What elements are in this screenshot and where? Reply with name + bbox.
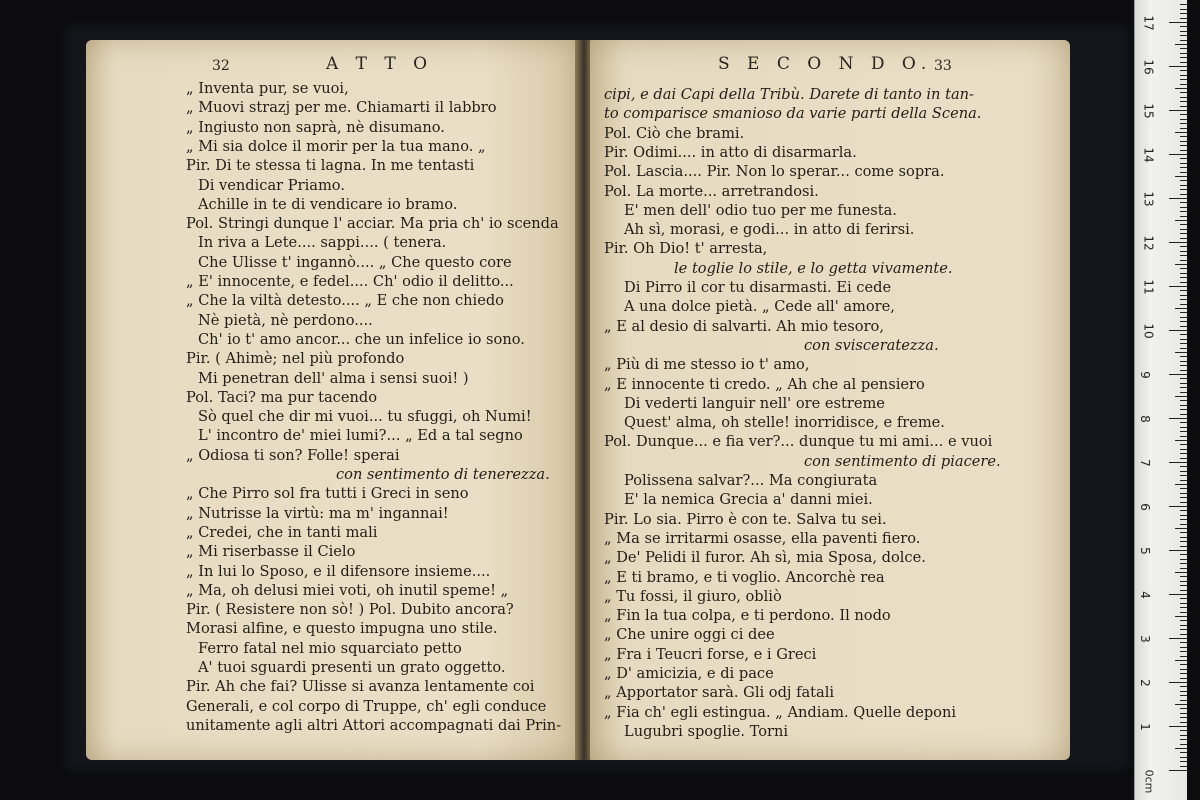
ruler-tick: [1169, 22, 1187, 23]
ruler-number: 2: [1137, 679, 1152, 687]
ruler-tick: [1169, 286, 1187, 287]
ruler-tick: [1180, 317, 1187, 318]
ruler-tick: [1180, 651, 1187, 652]
ruler-tick: [1169, 110, 1187, 111]
ruler-tick: [1180, 75, 1187, 76]
ruler-tick: [1180, 119, 1187, 120]
ruler-tick: [1175, 396, 1187, 397]
ruler-tick: [1180, 422, 1187, 423]
left-text-line: Ferro fatal nel mio squarciato petto: [198, 639, 462, 657]
right-text-line: E' la nemica Grecia a' danni miei.: [624, 491, 873, 509]
ruler-tick: [1180, 216, 1187, 217]
ruler-tick: [1180, 238, 1187, 239]
left-page-header: A T T O: [326, 54, 434, 74]
ruler-tick: [1180, 172, 1187, 173]
ruler-tick: [1169, 462, 1187, 463]
ruler-tick: [1169, 682, 1187, 683]
ruler-number: 13: [1141, 191, 1156, 207]
right-text-line: „ E innocente ti credo. „ Ah che al pensiero: [604, 375, 925, 393]
ruler-tick: [1180, 717, 1187, 718]
ruler-tick: [1180, 458, 1187, 459]
ruler-number: 4: [1137, 591, 1152, 599]
ruler-tick: [1180, 167, 1187, 168]
right-text-line: Di vederti languir nell' ore estreme: [624, 394, 885, 412]
right-text-line: „ Fia ch' egli estingua. „ Andiam. Quelle deponi: [604, 703, 957, 721]
ruler-tick: [1180, 57, 1187, 58]
ruler-tick: [1180, 123, 1187, 124]
ruler-tick: [1180, 290, 1187, 291]
ruler-tick: [1180, 678, 1187, 679]
ruler-tick: [1180, 84, 1187, 85]
ruler-tick: [1169, 198, 1187, 199]
right-text-line: to comparisce smanioso da varie parti della Scena.: [604, 105, 982, 123]
left-text-line: Di vendicar Priamo.: [198, 176, 345, 194]
left-text-line: Che Ulisse t' ingannò.... „ Che questo core: [198, 253, 512, 271]
ruler-tick: [1180, 180, 1187, 181]
ruler-number: 17: [1141, 15, 1156, 31]
ruler-number: 7: [1137, 459, 1152, 467]
left-text-line: „ Inventa pur, se vuoi,: [186, 80, 349, 97]
ruler-tick: [1180, 277, 1187, 278]
ruler-tick: [1180, 581, 1187, 582]
left-text-line: con sentimento di tenerezza.: [336, 466, 550, 483]
ruler-tick: [1180, 70, 1187, 71]
ruler-tick: [1180, 150, 1187, 151]
ruler-tick: [1180, 427, 1187, 428]
ruler-tick: [1180, 612, 1187, 613]
ruler-unit: 0cm: [1142, 769, 1156, 794]
ruler-tick: [1180, 233, 1187, 234]
ruler-tick: [1180, 400, 1187, 401]
ruler-tick: [1180, 194, 1187, 195]
ruler-number: 12: [1141, 235, 1156, 251]
right-page-header: S E C O N D O.: [718, 54, 933, 74]
ruler-tick: [1180, 145, 1187, 146]
ruler-tick: [1180, 9, 1187, 10]
ruler-tick: [1180, 629, 1187, 630]
left-text-line: „ Ma, oh delusi miei voti, oh inutil speme! „: [186, 581, 509, 599]
ruler-tick: [1180, 229, 1187, 230]
ruler-tick: [1180, 365, 1187, 366]
right-text-line: Di Pirro il cor tu disarmasti. Ei cede: [624, 279, 892, 296]
left-text-line: Mi penetran dell' alma i sensi suoi! ): [198, 369, 469, 387]
ruler-tick: [1180, 554, 1187, 555]
right-text-line: Pir. Lo sia. Pirro è con te. Salva tu sei.: [604, 510, 887, 528]
right-text-line: le toglie lo stile, e lo getta vivamente.: [674, 259, 953, 277]
right-text-line: „ E al desio di salvarti. Ah mio tesoro,: [604, 317, 884, 335]
ruler-tick: [1180, 695, 1187, 696]
ruler-tick: [1175, 440, 1187, 441]
ruler-tick: [1180, 563, 1187, 564]
ruler-tick: [1180, 647, 1187, 648]
ruler-tick: [1169, 594, 1187, 595]
ruler-tick: [1175, 176, 1187, 177]
ruler-tick: [1180, 312, 1187, 313]
ruler-tick: [1180, 625, 1187, 626]
ruler-tick: [1180, 449, 1187, 450]
right-text-line: „ E ti bramo, e ti voglio. Ancorchè rea: [604, 568, 885, 586]
ruler-tick: [1180, 669, 1187, 670]
right-page: [590, 40, 1070, 760]
ruler-tick: [1175, 660, 1187, 661]
ruler-tick: [1180, 541, 1187, 542]
left-text-line: „ Nutrisse la virtù: ma m' ingannai!: [186, 504, 449, 522]
ruler-tick: [1180, 766, 1187, 767]
left-text-line: Pir. Di te stessa ti lagna. In me tentasti: [186, 157, 475, 175]
ruler-tick: [1180, 502, 1187, 503]
ruler-tick: [1180, 497, 1187, 498]
ruler-tick: [1180, 642, 1187, 643]
ruler-tick: [1180, 656, 1187, 657]
left-text-line: unitamente agli altri Attori accompagnati dai Prin-: [186, 716, 562, 734]
right-text-line: „ Più di me stesso io t' amo,: [604, 356, 810, 374]
ruler-tick: [1169, 66, 1187, 67]
ruler-tick: [1180, 722, 1187, 723]
ruler-tick: [1180, 361, 1187, 362]
right-text-line: „ Fin la tua colpa, e ti perdono. Il nodo: [604, 607, 891, 625]
left-text-line: In riva a Lete.... sappi.... ( tenera.: [198, 234, 447, 252]
ruler-tick: [1175, 308, 1187, 309]
ruler-tick: [1169, 330, 1187, 331]
left-text-line: Pir. Ah che fai? Ulisse si avanza lentamente coi: [186, 678, 535, 696]
ruler-tick: [1180, 519, 1187, 520]
left-text-line: L' incontro de' miei lumi?... „ Ed a tal segno: [198, 427, 523, 445]
ruler-tick: [1180, 260, 1187, 261]
ruler-tick: [1180, 163, 1187, 164]
ruler-tick: [1180, 585, 1187, 586]
ruler-tick: [1180, 607, 1187, 608]
ruler-tick: [1175, 484, 1187, 485]
ruler-number: 16: [1141, 59, 1156, 75]
ruler-tick: [1180, 620, 1187, 621]
ruler-tick: [1180, 224, 1187, 225]
ruler-number: 14: [1141, 147, 1156, 163]
ruler-tick: [1180, 532, 1187, 533]
ruler-tick: [1180, 471, 1187, 472]
ruler-tick: [1180, 79, 1187, 80]
left-text-line: Nè pietà, nè perdono....: [198, 311, 373, 329]
ruler-number: 10: [1141, 323, 1156, 339]
ruler-tick: [1180, 409, 1187, 410]
ruler-tick: [1180, 321, 1187, 322]
ruler-tick: [1180, 761, 1187, 762]
ruler-tick: [1180, 158, 1187, 159]
ruler-tick: [1180, 515, 1187, 516]
ruler-tick: [1169, 374, 1187, 375]
ruler-tick: [1180, 524, 1187, 525]
ruler-tick: [1180, 493, 1187, 494]
left-page: [86, 40, 578, 760]
ruler-tick: [1180, 348, 1187, 349]
ruler-tick: [1180, 559, 1187, 560]
ruler-tick: [1180, 304, 1187, 305]
ruler-tick: [1180, 31, 1187, 32]
ruler-tick: [1180, 13, 1187, 14]
ruler-tick: [1180, 414, 1187, 415]
ruler-tick: [1180, 18, 1187, 19]
right-text-line: „ Che unire oggi ci dee: [604, 626, 775, 644]
left-text-line: Pol. Taci? ma pur tacendo: [186, 388, 378, 406]
ruler-number: 5: [1137, 547, 1152, 555]
ruler-tick: [1180, 392, 1187, 393]
ruler-tick: [1180, 334, 1187, 335]
ruler-tick: [1180, 757, 1187, 758]
ruler-tick: [1169, 154, 1187, 155]
right-text-line: „ D' amicizia, e di pace: [604, 665, 774, 682]
ruler-tick: [1180, 255, 1187, 256]
ruler-tick: [1180, 339, 1187, 340]
ruler-tick: [1180, 246, 1187, 247]
left-text-line: Achille in te di vendicare io bramo.: [198, 195, 458, 213]
ruler-tick: [1180, 370, 1187, 371]
right-text-line: Pol. Ciò che brami.: [604, 124, 745, 142]
ruler-number: 11: [1141, 279, 1156, 295]
ruler-tick: [1180, 739, 1187, 740]
ruler-tick: [1180, 735, 1187, 736]
measuring-ruler: [1134, 0, 1187, 800]
ruler-tick: [1180, 444, 1187, 445]
left-text-line: „ Mi sia dolce il morir per la tua mano. „: [186, 137, 486, 155]
ruler-tick: [1169, 418, 1187, 419]
right-text-line: „ De' Pelidi il furor. Ah sì, mia Sposa, dolce.: [604, 549, 926, 567]
ruler-tick: [1180, 273, 1187, 274]
ruler-tick: [1175, 352, 1187, 353]
ruler-tick: [1180, 387, 1187, 388]
left-text-line: Pir. ( Resistere non sò! ) Pol. Dubito ancora?: [186, 601, 514, 619]
right-text-line: A una dolce pietà. „ Cede all' amore,: [624, 298, 895, 316]
ruler-tick: [1180, 101, 1187, 102]
ruler-tick: [1180, 40, 1187, 41]
ruler-tick: [1180, 436, 1187, 437]
ruler-tick: [1180, 466, 1187, 467]
right-text-line: con svisceratezza.: [804, 336, 939, 354]
ruler-tick: [1180, 488, 1187, 489]
ruler-tick: [1180, 211, 1187, 212]
right-text-line: Pir. Odimi.... in atto di disarmarla.: [604, 143, 857, 161]
ruler-tick: [1180, 282, 1187, 283]
left-text-line: „ Che la viltà detesto.... „ E che non chiedo: [186, 292, 504, 310]
left-text-line: Pir. ( Ahimè; nel più profondo: [186, 350, 405, 368]
right-text-line: Pol. La morte... arretrandosi.: [604, 182, 819, 200]
ruler-tick: [1180, 185, 1187, 186]
ruler-tick: [1180, 202, 1187, 203]
ruler-tick: [1169, 550, 1187, 551]
ruler-tick: [1180, 537, 1187, 538]
ruler-tick: [1175, 132, 1187, 133]
left-text-line: Ch' io t' amo ancor... che un infelice io sono.: [198, 330, 525, 348]
ruler-tick: [1175, 44, 1187, 45]
ruler-tick: [1180, 686, 1187, 687]
left-text-line: „ Mi riserbasse il Cielo: [186, 543, 356, 561]
ruler-tick: [1180, 673, 1187, 674]
left-text-line: Sò quel che dir mi vuoi... tu sfuggi, oh Numi!: [198, 408, 532, 426]
ruler-tick: [1180, 189, 1187, 190]
ruler-tick: [1175, 616, 1187, 617]
ruler-tick: [1180, 744, 1187, 745]
right-text-line: con sentimento di piacere.: [804, 452, 1001, 470]
ruler-tick: [1180, 62, 1187, 63]
ruler-tick: [1180, 664, 1187, 665]
ruler-tick: [1180, 92, 1187, 93]
ruler-tick: [1180, 480, 1187, 481]
left-text-line: „ Che Pirro sol fra tutti i Greci in seno: [186, 485, 469, 503]
right-text-line: Ah sì, morasi, e godi... in atto di ferirsi.: [624, 221, 915, 239]
left-text-line: „ Ingiusto non saprà, nè disumano.: [186, 118, 445, 136]
ruler-tick: [1180, 730, 1187, 731]
right-text-line: Pir. Oh Dio! t' arresta,: [604, 240, 768, 258]
right-text-line: „ Apportator sarà. Gli odj fatali: [604, 684, 835, 702]
ruler-tick: [1180, 590, 1187, 591]
right-page-number: 33: [934, 58, 952, 74]
ruler-tick: [1180, 431, 1187, 432]
ruler-tick: [1169, 506, 1187, 507]
ruler-tick: [1180, 268, 1187, 269]
ruler-tick: [1180, 4, 1187, 5]
ruler-number: 8: [1137, 415, 1152, 423]
ruler-tick: [1175, 704, 1187, 705]
ruler-tick: [1180, 251, 1187, 252]
ruler-tick: [1175, 572, 1187, 573]
ruler-tick: [1180, 405, 1187, 406]
right-text-line: E' men dell' odio tuo per me funesta.: [624, 201, 897, 219]
ruler-tick: [1180, 97, 1187, 98]
left-text-line: „ In lui lo Sposo, e il difensore insieme....: [186, 562, 491, 580]
ruler-tick: [1180, 576, 1187, 577]
ruler-tick: [1175, 220, 1187, 221]
ruler-tick: [1175, 748, 1187, 749]
ruler-tick: [1180, 48, 1187, 49]
ruler-tick: [1180, 383, 1187, 384]
left-page-number: 32: [212, 58, 230, 74]
left-text-line: A' tuoi sguardi presenti un grato oggetto.: [198, 659, 506, 676]
right-text-line: „ Tu fossi, il giuro, obliò: [604, 587, 782, 605]
ruler-tick: [1180, 106, 1187, 107]
ruler-tick: [1180, 378, 1187, 379]
ruler-tick: [1180, 299, 1187, 300]
ruler-tick: [1180, 453, 1187, 454]
right-text-line: Pol. Lascia.... Pir. Non lo sperar... come sopra.: [604, 163, 945, 181]
ruler-number: 6: [1137, 503, 1152, 511]
ruler-tick: [1180, 700, 1187, 701]
ruler-tick: [1169, 770, 1187, 771]
ruler-tick: [1180, 114, 1187, 115]
ruler-tick: [1180, 713, 1187, 714]
ruler-number: 15: [1141, 103, 1156, 119]
ruler-tick: [1180, 708, 1187, 709]
ruler-tick: [1180, 207, 1187, 208]
right-text-line: „ Ma se irritarmi osasse, ella paventi fiero.: [604, 529, 921, 547]
ruler-tick: [1180, 603, 1187, 604]
ruler-tick: [1175, 528, 1187, 529]
ruler-tick: [1180, 141, 1187, 142]
ruler-tick: [1180, 752, 1187, 753]
ruler-tick: [1175, 264, 1187, 265]
ruler-number: 1: [1137, 723, 1152, 731]
ruler-tick: [1180, 691, 1187, 692]
ruler-tick: [1180, 343, 1187, 344]
left-text-line: Morasi alfine, e questo impugna uno stile.: [186, 620, 498, 638]
ruler-tick: [1180, 356, 1187, 357]
left-text-line: „ E' innocente, e fedel.... Ch' odio il delitto...: [186, 273, 514, 290]
ruler-tick: [1180, 26, 1187, 27]
ruler-tick: [1175, 88, 1187, 89]
ruler-number: 3: [1137, 635, 1152, 643]
left-text-line: „ Odiosa ti son? Folle! sperai: [186, 446, 400, 464]
ruler-tick: [1180, 568, 1187, 569]
right-text-line: Lugubri spoglie. Torni: [624, 722, 789, 740]
right-text-line: Quest' alma, oh stelle! inorridisce, e freme.: [624, 414, 945, 432]
ruler-tick: [1169, 242, 1187, 243]
ruler-tick: [1180, 475, 1187, 476]
ruler-tick: [1180, 136, 1187, 137]
ruler-tick: [1180, 546, 1187, 547]
ruler-tick: [1180, 326, 1187, 327]
ruler-tick: [1180, 295, 1187, 296]
ruler-tick: [1180, 53, 1187, 54]
left-text-line: „ Muovi strazj per me. Chiamarti il labbro: [186, 99, 497, 117]
ruler-number: 9: [1137, 371, 1152, 379]
ruler-tick: [1180, 128, 1187, 129]
ruler-tick: [1169, 638, 1187, 639]
ruler-tick: [1169, 726, 1187, 727]
left-text-line: „ Credei, che in tanti mali: [186, 523, 378, 541]
right-text-line: Pol. Dunque... e fia ver?... dunque tu mi ami... e vuoi: [604, 433, 993, 451]
ruler-tick: [1180, 598, 1187, 599]
right-text-line: „ Fra i Teucri forse, e i Greci: [604, 645, 817, 663]
ruler-tick: [1180, 510, 1187, 511]
left-text-line: Generali, e col corpo di Truppe, ch' egli conduce: [186, 697, 547, 715]
left-text-line: Pol. Stringi dunque l' acciar. Ma pria ch' io scenda: [186, 215, 559, 233]
right-text-line: cipi, e dai Capi della Tribù. Darete di tanto in tan-: [604, 86, 974, 103]
right-text-line: Polissena salvar?... Ma congiurata: [624, 472, 878, 489]
ruler-tick: [1180, 35, 1187, 36]
ruler-tick: [1180, 634, 1187, 635]
